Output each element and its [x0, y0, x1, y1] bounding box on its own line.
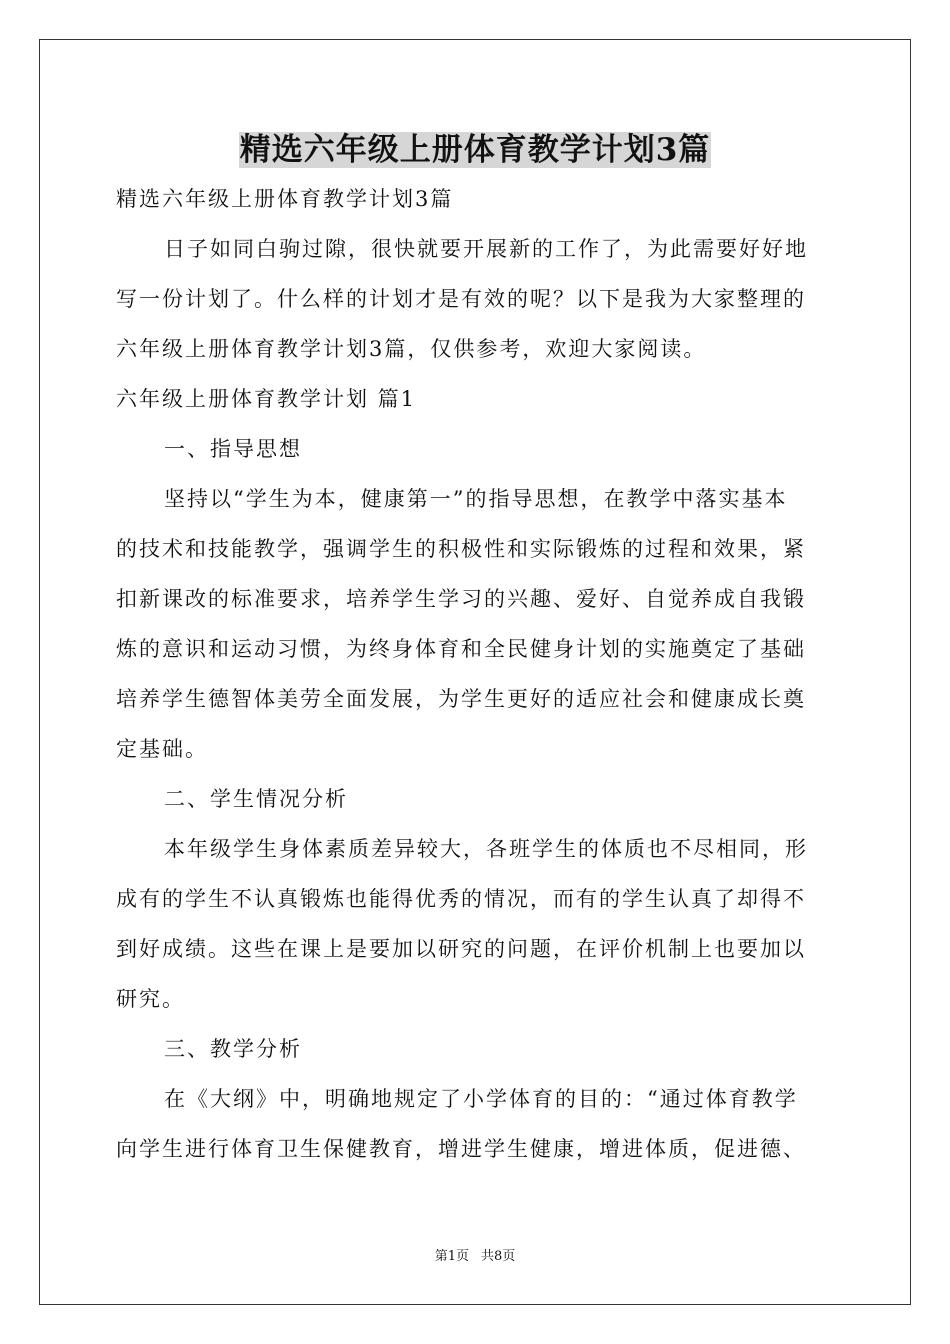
paragraph-line: 研究。: [116, 987, 185, 1011]
subheading-guiding-ideology: 一、指导思想: [164, 437, 302, 461]
page-total: 共8页: [481, 1249, 516, 1264]
paragraph-line: 在《大纲》中，明确地规定了小学体育的目的：“通过体育教学: [164, 1087, 798, 1111]
paragraph-line: 写一份计划了。什么样的计划才是有效的呢？以下是我为大家整理的: [116, 287, 806, 311]
page-footer: [0, 1248, 950, 1266]
paragraph-line: 成有的学生不认真锻炼也能得优秀的情况，而有的学生认真了却得不: [116, 887, 806, 911]
paragraph-line: 六年级上册体育教学计划3篇，仅供参考，欢迎大家阅读。: [116, 337, 707, 361]
page-number: 第1页: [434, 1249, 469, 1264]
subheading-teaching-analysis: 三、教学分析: [164, 1037, 302, 1061]
paragraph-line: 的技术和技能教学，强调学生的积极性和实际锻炼的过程和效果，紧: [116, 537, 806, 561]
paragraph-line: 扣新课改的标准要求，培养学生学习的兴趣、爱好、自觉养成自我锻: [116, 587, 806, 611]
section-heading: 六年级上册体育教学计划 篇1: [116, 387, 417, 411]
paragraph-line: 日子如同白驹过隙，很快就要开展新的工作了，为此需要好好地: [164, 237, 808, 261]
paragraph-line: 炼的意识和运动习惯，为终身体育和全民健身计划的实施奠定了基础: [116, 637, 806, 661]
paragraph-line: 到好成绩。这些在课上是要加以研究的问题，在评价机制上也要加以: [116, 937, 806, 961]
paragraph-line: 坚持以“学生为本，健康第一”的指导思想，在教学中落实基本: [164, 487, 788, 511]
paragraph-line: 本年级学生身体素质差异较大，各班学生的体质也不尽相同，形: [164, 837, 808, 861]
paragraph-line: 向学生进行体育卫生保健教育，增进学生健康，增进体质，促进德、: [116, 1137, 806, 1161]
paragraph-line: 培养学生德智体美劳全面发展，为学生更好的适应社会和健康成长奠: [116, 687, 806, 711]
document-title: 精选六年级上册体育教学计划3篇: [239, 132, 711, 168]
paragraph-line: 定基础。: [116, 737, 208, 761]
subheading-student-analysis: 二、学生情况分析: [164, 787, 348, 811]
document-subtitle: 精选六年级上册体育教学计划3篇: [116, 187, 454, 211]
page-border: [39, 39, 911, 1305]
